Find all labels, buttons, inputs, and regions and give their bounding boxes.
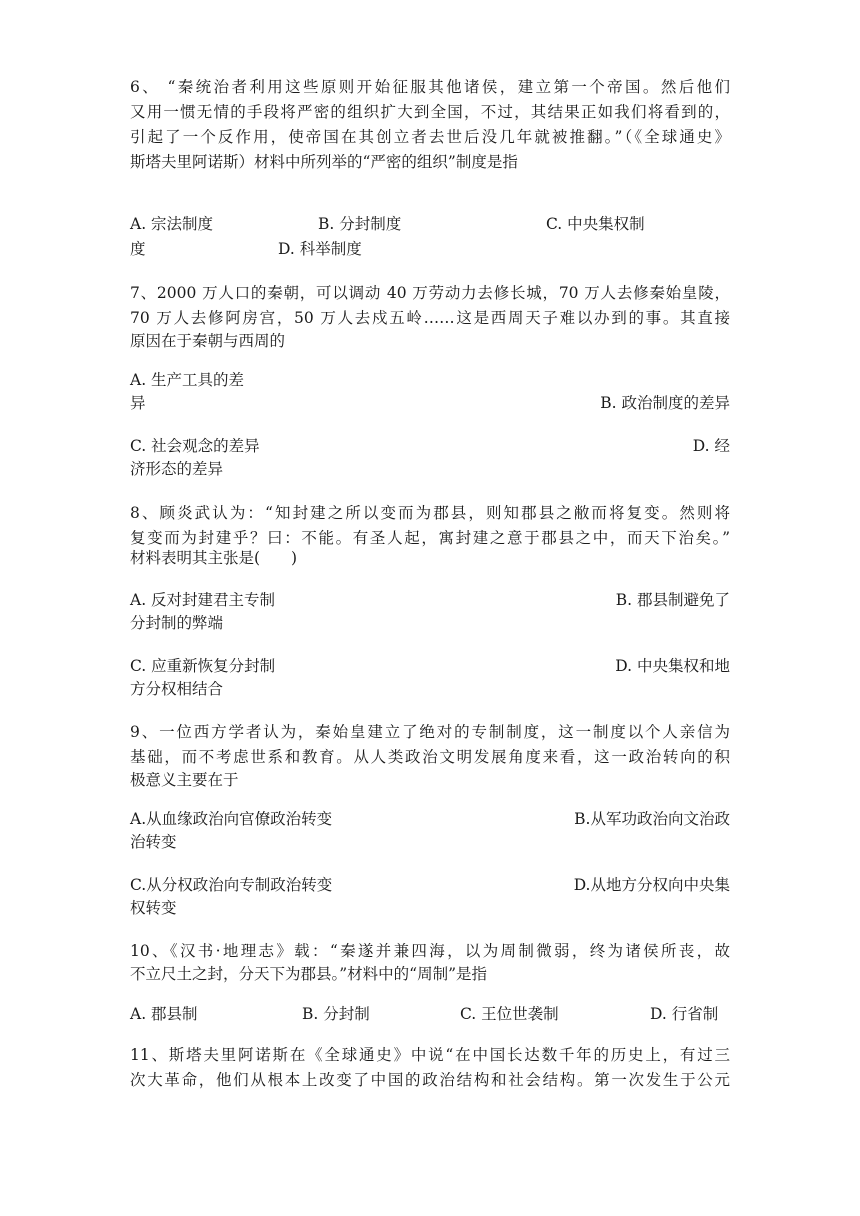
question-11-line-2: 次大革命，他们从根本上改变了中国的政治结构和社会结构。第一次发生于公元 — [130, 1071, 730, 1089]
question-6-line-4: 斯塔夫里阿诺斯）材料中所列举的“严密的组织”制度是指 — [130, 153, 518, 171]
question-9-line-1: 9、一位西方学者认为，秦始皇建立了绝对的专制制度，这一制度以个人亲信为 — [130, 723, 730, 741]
question-7-line-1: 7、2000 万人口的秦朝，可以调动 40 万劳动力去修长城，70 万人去修秦始皇陵， — [130, 284, 730, 302]
question-6-option-a: A. 宗法制度 — [130, 215, 214, 233]
question-8-option-b: B. 郡县制避免了 — [615, 591, 730, 609]
question-9-option-b: B.从军功政治向文治政 — [574, 810, 730, 828]
question-7-line-2: 70 万人去修阿房宫，50 万人去戍五岭……这是西周天子难以办到的事。其直接 — [130, 309, 730, 327]
question-8-option-d: D. 中央集权和地 — [615, 657, 730, 675]
question-10-option-a: A. 郡县制 — [130, 1005, 198, 1023]
question-7-line-3: 原因在于秦朝与西周的 — [130, 332, 286, 350]
question-7-option-d: D. 经 — [692, 437, 730, 455]
question-9-line-2: 基础，而不考虑世系和教育。从人类政治文明发展角度来看，这一政治转向的积 — [130, 748, 730, 766]
question-8-line-2: 复变而为封建乎？曰：不能。有圣人起，寓封建之意于郡县之中，而天下治矣。” — [130, 529, 730, 547]
question-7-option-c: C. 社会观念的差异 — [130, 437, 260, 455]
question-8-option-a: A. 反对封建君主专制 — [130, 591, 276, 609]
question-6-line-3: 引起了一个反作用，使帝国在其创立者去世后没几年就被推翻。”（《全球通史》 — [130, 128, 730, 146]
question-10-option-c: C. 王位世袭制 — [460, 1005, 559, 1023]
question-7-option-a: A. 生产工具的差 — [130, 371, 245, 389]
question-8-option-d-wrap: 方分权相结合 — [130, 680, 224, 698]
question-9-option-a: A.从血缘政治向官僚政治转变 — [130, 810, 333, 828]
question-8-option-c: C. 应重新恢复分封制 — [130, 657, 276, 675]
question-7-option-a-wrap: 异 — [130, 394, 146, 412]
question-10-line-1: 10、《汉书·地理志》载：“秦遂并兼四海，以为周制微弱，终为诸侯所丧，故 — [130, 942, 730, 960]
question-6-option-b: B. 分封制度 — [318, 215, 402, 233]
question-11-line-1: 11、斯塔夫里阿诺斯在《全球通史》中说“在中国长达数千年的历史上，有过三 — [130, 1046, 730, 1064]
question-10-option-d: D. 行省制 — [650, 1005, 719, 1023]
question-6-line-1: 6、 “秦统治者利用这些原则开始征服其他诸侯，建立第一个帝国。然后他们 — [130, 78, 730, 96]
question-6-option-d: D. 科举制度 — [278, 240, 362, 258]
question-10-option-b: B. 分封制 — [302, 1005, 370, 1023]
question-6-option-c: C. 中央集权制 — [546, 215, 645, 233]
question-6-line-2: 又用一惯无情的手段将严密的组织扩大到全国，不过，其结果正如我们将看到的， — [130, 103, 730, 121]
question-7-option-b: B. 政治制度的差异 — [600, 394, 730, 412]
question-9-option-c: C.从分权政治向专制政治转变 — [130, 876, 333, 894]
question-9-option-d: D.从地方分权向中央集 — [573, 876, 730, 894]
question-7-option-d-wrap: 济形态的差异 — [130, 460, 224, 478]
question-8-line-1: 8、顾炎武认为：“知封建之所以变而为郡县，则知郡县之敝而将复变。然则将 — [130, 504, 730, 522]
question-9-option-d-wrap: 权转变 — [130, 899, 177, 917]
question-9-line-3: 极意义主要在于 — [130, 771, 239, 789]
question-9-option-b-wrap: 治转变 — [130, 833, 177, 851]
question-8-option-b-wrap: 分封制的弊端 — [130, 614, 224, 632]
question-10-line-2: 不立尺土之封，分天下为郡县。”材料中的“周制”是指 — [130, 965, 488, 983]
question-6-option-c-wrap: 度 — [130, 240, 146, 258]
question-8-line-3: 材料表明其主张是( ) — [130, 549, 298, 567]
